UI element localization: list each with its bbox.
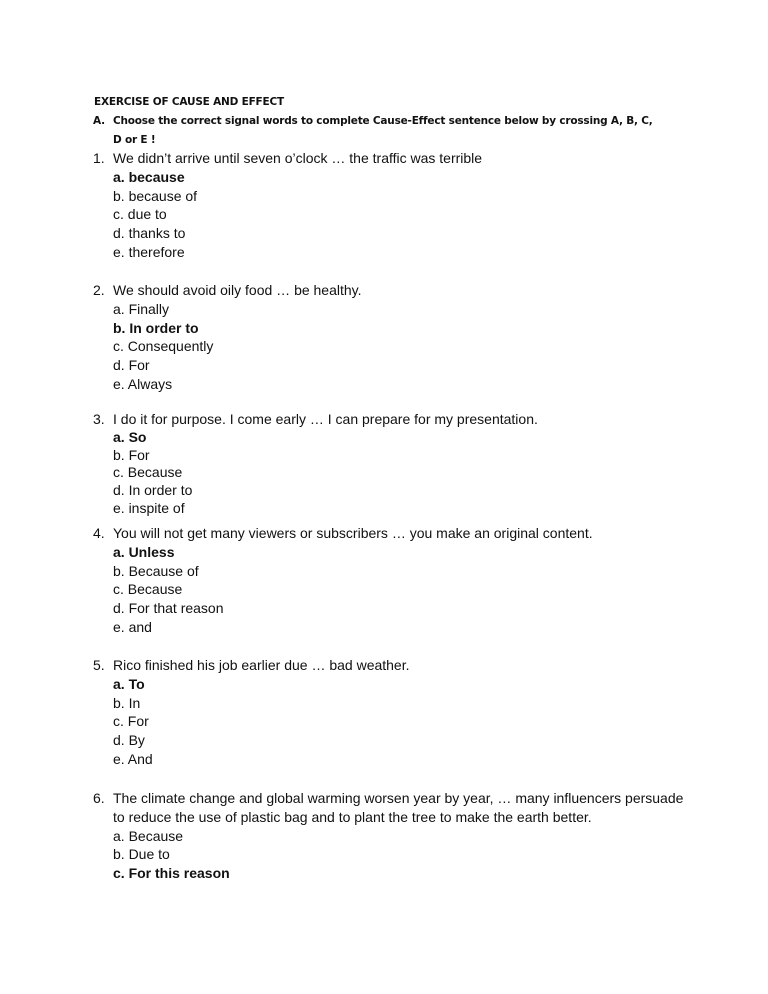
question-6	[93, 789, 693, 883]
answer-option[interactable]: b. For	[113, 446, 150, 463]
answer-option[interactable]: e. therefore	[113, 243, 185, 260]
answer-option-selected[interactable]: a. Unless	[113, 543, 175, 560]
instruction-line-2: D or E !	[113, 134, 156, 146]
instruction-line-1: Choose the correct signal words to complete Cause-Effect sentence below by crossing A, B, C,	[113, 115, 653, 127]
answer-option-selected[interactable]: c. For this reason	[113, 865, 230, 882]
answer-option[interactable]: d. For	[113, 357, 150, 374]
answer-option[interactable]: e. and	[113, 618, 152, 635]
question-2	[93, 281, 693, 394]
answer-option[interactable]: d. In order to	[113, 482, 193, 499]
answer-option[interactable]: a. Because	[113, 827, 184, 844]
question-text: Rico finished his job earlier due … bad weather.	[113, 657, 410, 673]
document-title: EXERCISE OF CAUSE AND EFFECT	[94, 96, 284, 108]
section-label: A.	[93, 115, 105, 127]
question-text: The climate change and global warming worsen year by year, … many influencers persuade to reduce the use of plastic bag and to plant the tree to make the earth better.	[113, 790, 684, 825]
answer-option[interactable]: b. In	[113, 694, 141, 711]
question-number: 4.	[93, 525, 105, 541]
answer-option[interactable]: c. Because	[113, 464, 183, 481]
question-1	[93, 149, 693, 262]
answer-option[interactable]: c. Consequently	[113, 338, 214, 355]
answer-option[interactable]: a. Finally	[113, 300, 170, 317]
question-number: 1.	[93, 150, 105, 166]
answer-option[interactable]: e. Always	[113, 375, 173, 392]
answer-option[interactable]: b. because of	[113, 187, 198, 204]
question-4	[93, 524, 693, 637]
answer-option[interactable]: d. By	[113, 732, 145, 749]
answer-option-selected[interactable]: a. So	[113, 428, 147, 445]
answer-option[interactable]: c. For	[113, 713, 149, 730]
answer-option[interactable]: d. thanks to	[113, 225, 186, 242]
question-5	[93, 656, 693, 769]
answer-option[interactable]: b. Due to	[113, 846, 170, 863]
question-text: We should avoid oily food … be healthy.	[113, 282, 362, 298]
answer-option[interactable]: c. due to	[113, 206, 167, 223]
answer-option[interactable]: e. And	[113, 750, 153, 767]
answer-option[interactable]: d. For that reason	[113, 600, 224, 617]
question-number: 5.	[93, 657, 105, 673]
question-number: 2.	[93, 282, 105, 298]
question-text: You will not get many viewers or subscribers … you make an original content.	[113, 525, 593, 541]
answer-option[interactable]: e. inspite of	[113, 499, 185, 516]
question-3	[93, 411, 693, 518]
question-text: We didn’t arrive until seven o’clock … the traffic was terrible	[113, 150, 483, 166]
answer-option[interactable]: c. Because	[113, 581, 183, 598]
question-text: I do it for purpose. I come early … I can prepare for my presentation.	[113, 411, 538, 427]
answer-option-selected[interactable]: a. To	[113, 675, 145, 692]
answer-option-selected[interactable]: a. because	[113, 168, 185, 185]
answer-option-selected[interactable]: b. In order to	[113, 319, 199, 336]
answer-option[interactable]: b. Because of	[113, 562, 199, 579]
question-number: 3.	[93, 411, 105, 427]
question-number: 6.	[93, 790, 105, 806]
